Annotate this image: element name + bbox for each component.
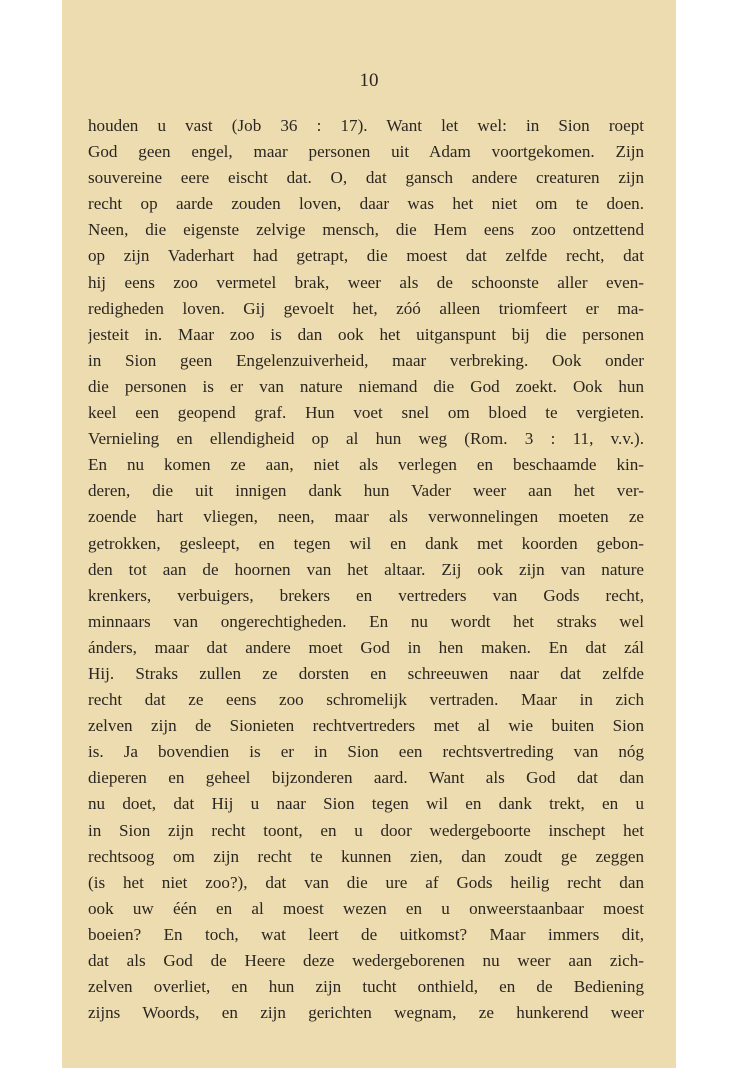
text-line: Vernieling en ellendigheid op al hun weg (Rom. 3 : 11, v.v.). bbox=[88, 429, 644, 449]
text-line: nu doet, dat Hij u naar Sion tegen wil en dank trekt, en u bbox=[88, 794, 644, 814]
text-line: zelven overliet, en hun zijn tucht onthield, en de Bediening bbox=[88, 977, 644, 997]
page-number: 10 bbox=[359, 70, 379, 91]
text-line: boeien? En toch, wat leert de uitkomst? Maar immers dit, bbox=[88, 924, 644, 944]
body-text bbox=[88, 113, 644, 1026]
text-line: krenkers, verbuigers, brekers en vertreders van Gods recht, bbox=[88, 585, 644, 605]
text-line: ook uw één en al moest wezen en u onweerstaanbaar moest bbox=[88, 898, 644, 918]
text-line: is. Ja bovendien is er in Sion een rechtsvertreding van nóg bbox=[88, 742, 644, 762]
text-line: den tot aan de hoornen van het altaar. Zij ook zijn van nature bbox=[88, 559, 644, 579]
text-line: in Sion geen Engelenzuiverheid, maar verbreking. Ook onder bbox=[88, 350, 644, 370]
text-line: En nu komen ze aan, niet als verlegen en beschaamde kin- bbox=[88, 455, 644, 475]
text-line: redigheden loven. Gij gevoelt het, zóó alleen triomfeert er ma- bbox=[88, 298, 644, 318]
text-line: ánders, maar dat andere moet God in hen maken. En dat zál bbox=[88, 637, 644, 657]
text-line: minnaars van ongerechtigheden. En nu wordt het straks wel bbox=[88, 611, 644, 631]
text-line: in Sion zijn recht toont, en u door wedergeboorte inschept het bbox=[88, 820, 644, 840]
text-line: Neen, die eigenste zelvige mensch, die Hem eens zoo ontzettend bbox=[88, 220, 644, 240]
text-line: zoende hart vliegen, neen, maar als verwonnelingen moeten ze bbox=[88, 507, 644, 527]
text-line: deren, die uit innigen dank hun Vader weer aan het ver- bbox=[88, 481, 644, 501]
book-page bbox=[62, 0, 676, 1068]
text-line: recht op aarde zouden loven, daar was het niet om te doen. bbox=[88, 194, 644, 214]
text-line: jesteit in. Maar zoo is dan ook het uitganspunt bij die personen bbox=[88, 324, 644, 344]
text-line: getrokken, gesleept, en tegen wil en dank met koorden gebon- bbox=[88, 533, 644, 553]
text-line: zijns Woords, en zijn gerichten wegnam, ze hunkerend weer bbox=[88, 1003, 644, 1023]
text-line: Hij. Straks zullen ze dorsten en schreeuwen naar dat zelfde bbox=[88, 663, 644, 683]
text-line: recht dat ze eens zoo schromelijk vertraden. Maar in zich bbox=[88, 690, 644, 710]
text-line: (is het niet zoo?), dat van die ure af Gods heilig recht dan bbox=[88, 872, 644, 892]
text-line: zelven zijn de Sionieten rechtvertreders met al wie buiten Sion bbox=[88, 716, 644, 736]
text-line: God geen engel, maar personen uit Adam voortgekomen. Zijn bbox=[88, 142, 644, 162]
text-line: houden u vast (Job 36 : 17). Want let wel: in Sion roept bbox=[88, 116, 644, 135]
text-line: die personen is er van nature niemand die God zoekt. Ook hun bbox=[88, 376, 644, 396]
text-line: dat als God de Heere deze wedergeborenen nu weer aan zich- bbox=[88, 951, 644, 970]
text-line: op zijn Vaderhart had getrapt, die moest dat zelfde recht, dat bbox=[88, 246, 644, 266]
text-line: dieperen en geheel bijzonderen aard. Want als God dat dan bbox=[88, 768, 644, 788]
text-line: hij eens zoo vermetel brak, weer als de schoonste aller even- bbox=[88, 272, 644, 292]
text-line: souvereine eere eischt dat. O, dat gansch andere creaturen zijn bbox=[88, 168, 644, 188]
text-line: keel een geopend graf. Hun voet snel om bloed te vergieten. bbox=[88, 403, 644, 423]
text-line: rechtsoog om zijn recht te kunnen zien, dan zoudt ge zeggen bbox=[88, 846, 644, 866]
